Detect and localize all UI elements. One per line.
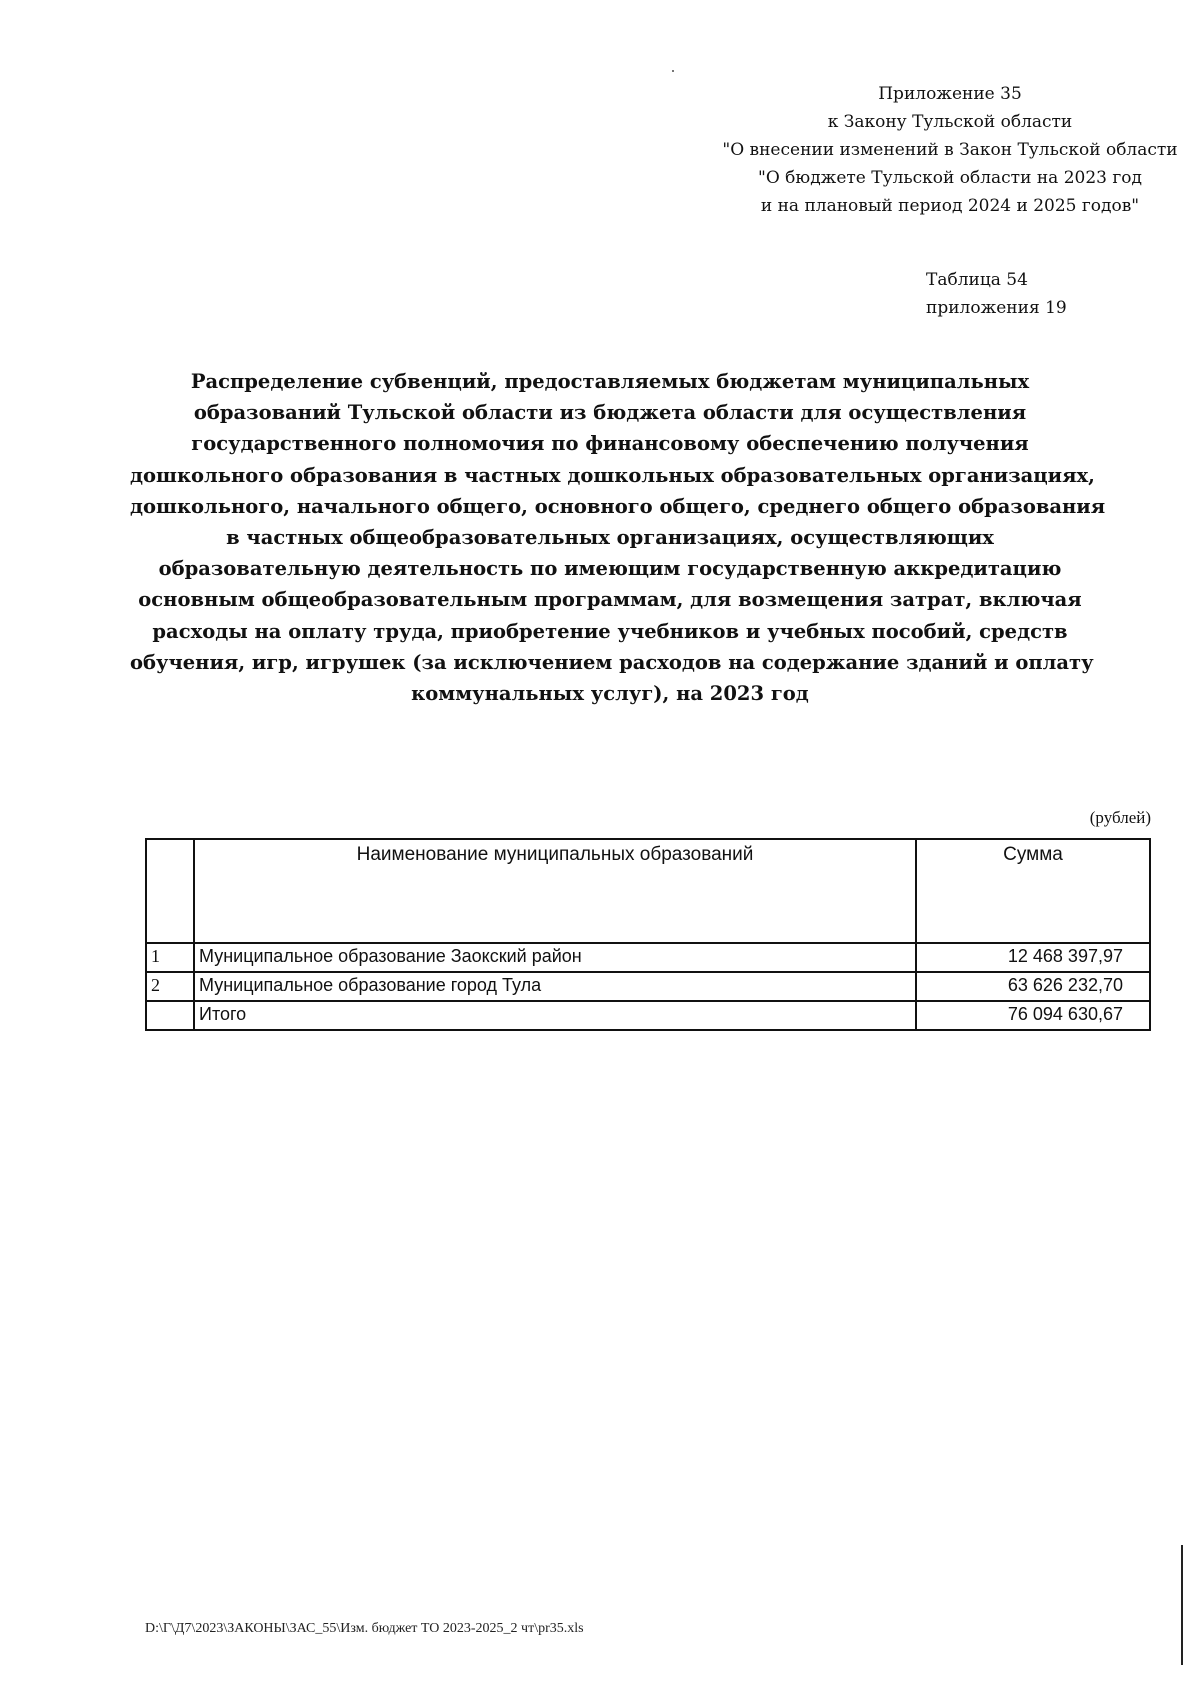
title-line: образовательную деятельность по имеющим государственную аккредитацию (158, 557, 1062, 581)
table-header-row (146, 839, 1150, 943)
appendix-line: и на плановый период 2024 и 2025 годов" (760, 196, 1140, 216)
title-line: дошкольного образования в частных дошкольных образовательных организациях, (130, 463, 1095, 487)
appendix-line: к Закону Тульской области (827, 112, 1073, 132)
table-appendix-number: приложения 19 (926, 298, 1067, 318)
title-line: основным общеобразовательным программам, для возмещения затрат, включая (138, 588, 1082, 612)
row-sum: 63 626 232,70 (916, 972, 1150, 1001)
appendix-header (690, 80, 1200, 220)
title-line: расходы на оплату труда, приобретение учебников и учебных пособий, средств (152, 619, 1068, 643)
title-line: образований Тульской области из бюджета области для осуществления (193, 401, 1027, 425)
row-municipality: Муниципальное образование город Тула (194, 972, 916, 1001)
title-line: Распределение субвенций, предоставляемых бюджетам муниципальных (190, 370, 1030, 393)
title-line: в частных общеобразовательных организациях, осуществляющих (226, 526, 994, 550)
table-row (146, 972, 1150, 1001)
title-line: дошкольного, начального общего, основного общего, среднего общего образования (130, 494, 1106, 518)
total-number (146, 1001, 194, 1030)
title-line: обучения, игр, игрушек (за исключением расходов на содержание зданий и оплату (130, 650, 1094, 674)
appendix-line: Приложение 35 (878, 84, 1022, 104)
total-label: Итого (194, 1001, 916, 1030)
row-sum: 12 468 397,97 (916, 943, 1150, 972)
row-municipality: Муниципальное образование Заокский район (194, 943, 916, 972)
file-path-footer: D:\Г\Д7\2023\ЗАКОНЫ\ЗАС_55\Изм. бюджет ТО 2023-2025_2 чт\pr35.xls (145, 1621, 584, 1636)
subvention-table (145, 838, 1151, 1031)
header-sum: Сумма (916, 839, 1150, 943)
scan-speck (672, 70, 674, 72)
header-municipality-name: Наименование муниципальных образований (194, 839, 916, 943)
appendix-line: "О бюджете Тульской области на 2023 год (758, 168, 1142, 188)
header-number (146, 839, 194, 943)
title-line: коммунальных услуг), на 2023 год (411, 682, 809, 706)
document-title (130, 366, 1106, 709)
scan-margin-line (1181, 1545, 1183, 1665)
title-line: государственного полномочия по финансовому обеспечению получения (191, 432, 1029, 456)
row-number: 1 (146, 943, 194, 972)
appendix-line: "О внесении изменений в Закон Тульской области (722, 140, 1178, 160)
unit-label: (рублей) (1089, 808, 1151, 827)
row-number: 2 (146, 972, 194, 1001)
table-reference (926, 266, 1067, 322)
table-row (146, 943, 1150, 972)
total-sum: 76 094 630,67 (916, 1001, 1150, 1030)
table-number: Таблица 54 (926, 270, 1028, 290)
table-total-row (146, 1001, 1150, 1030)
